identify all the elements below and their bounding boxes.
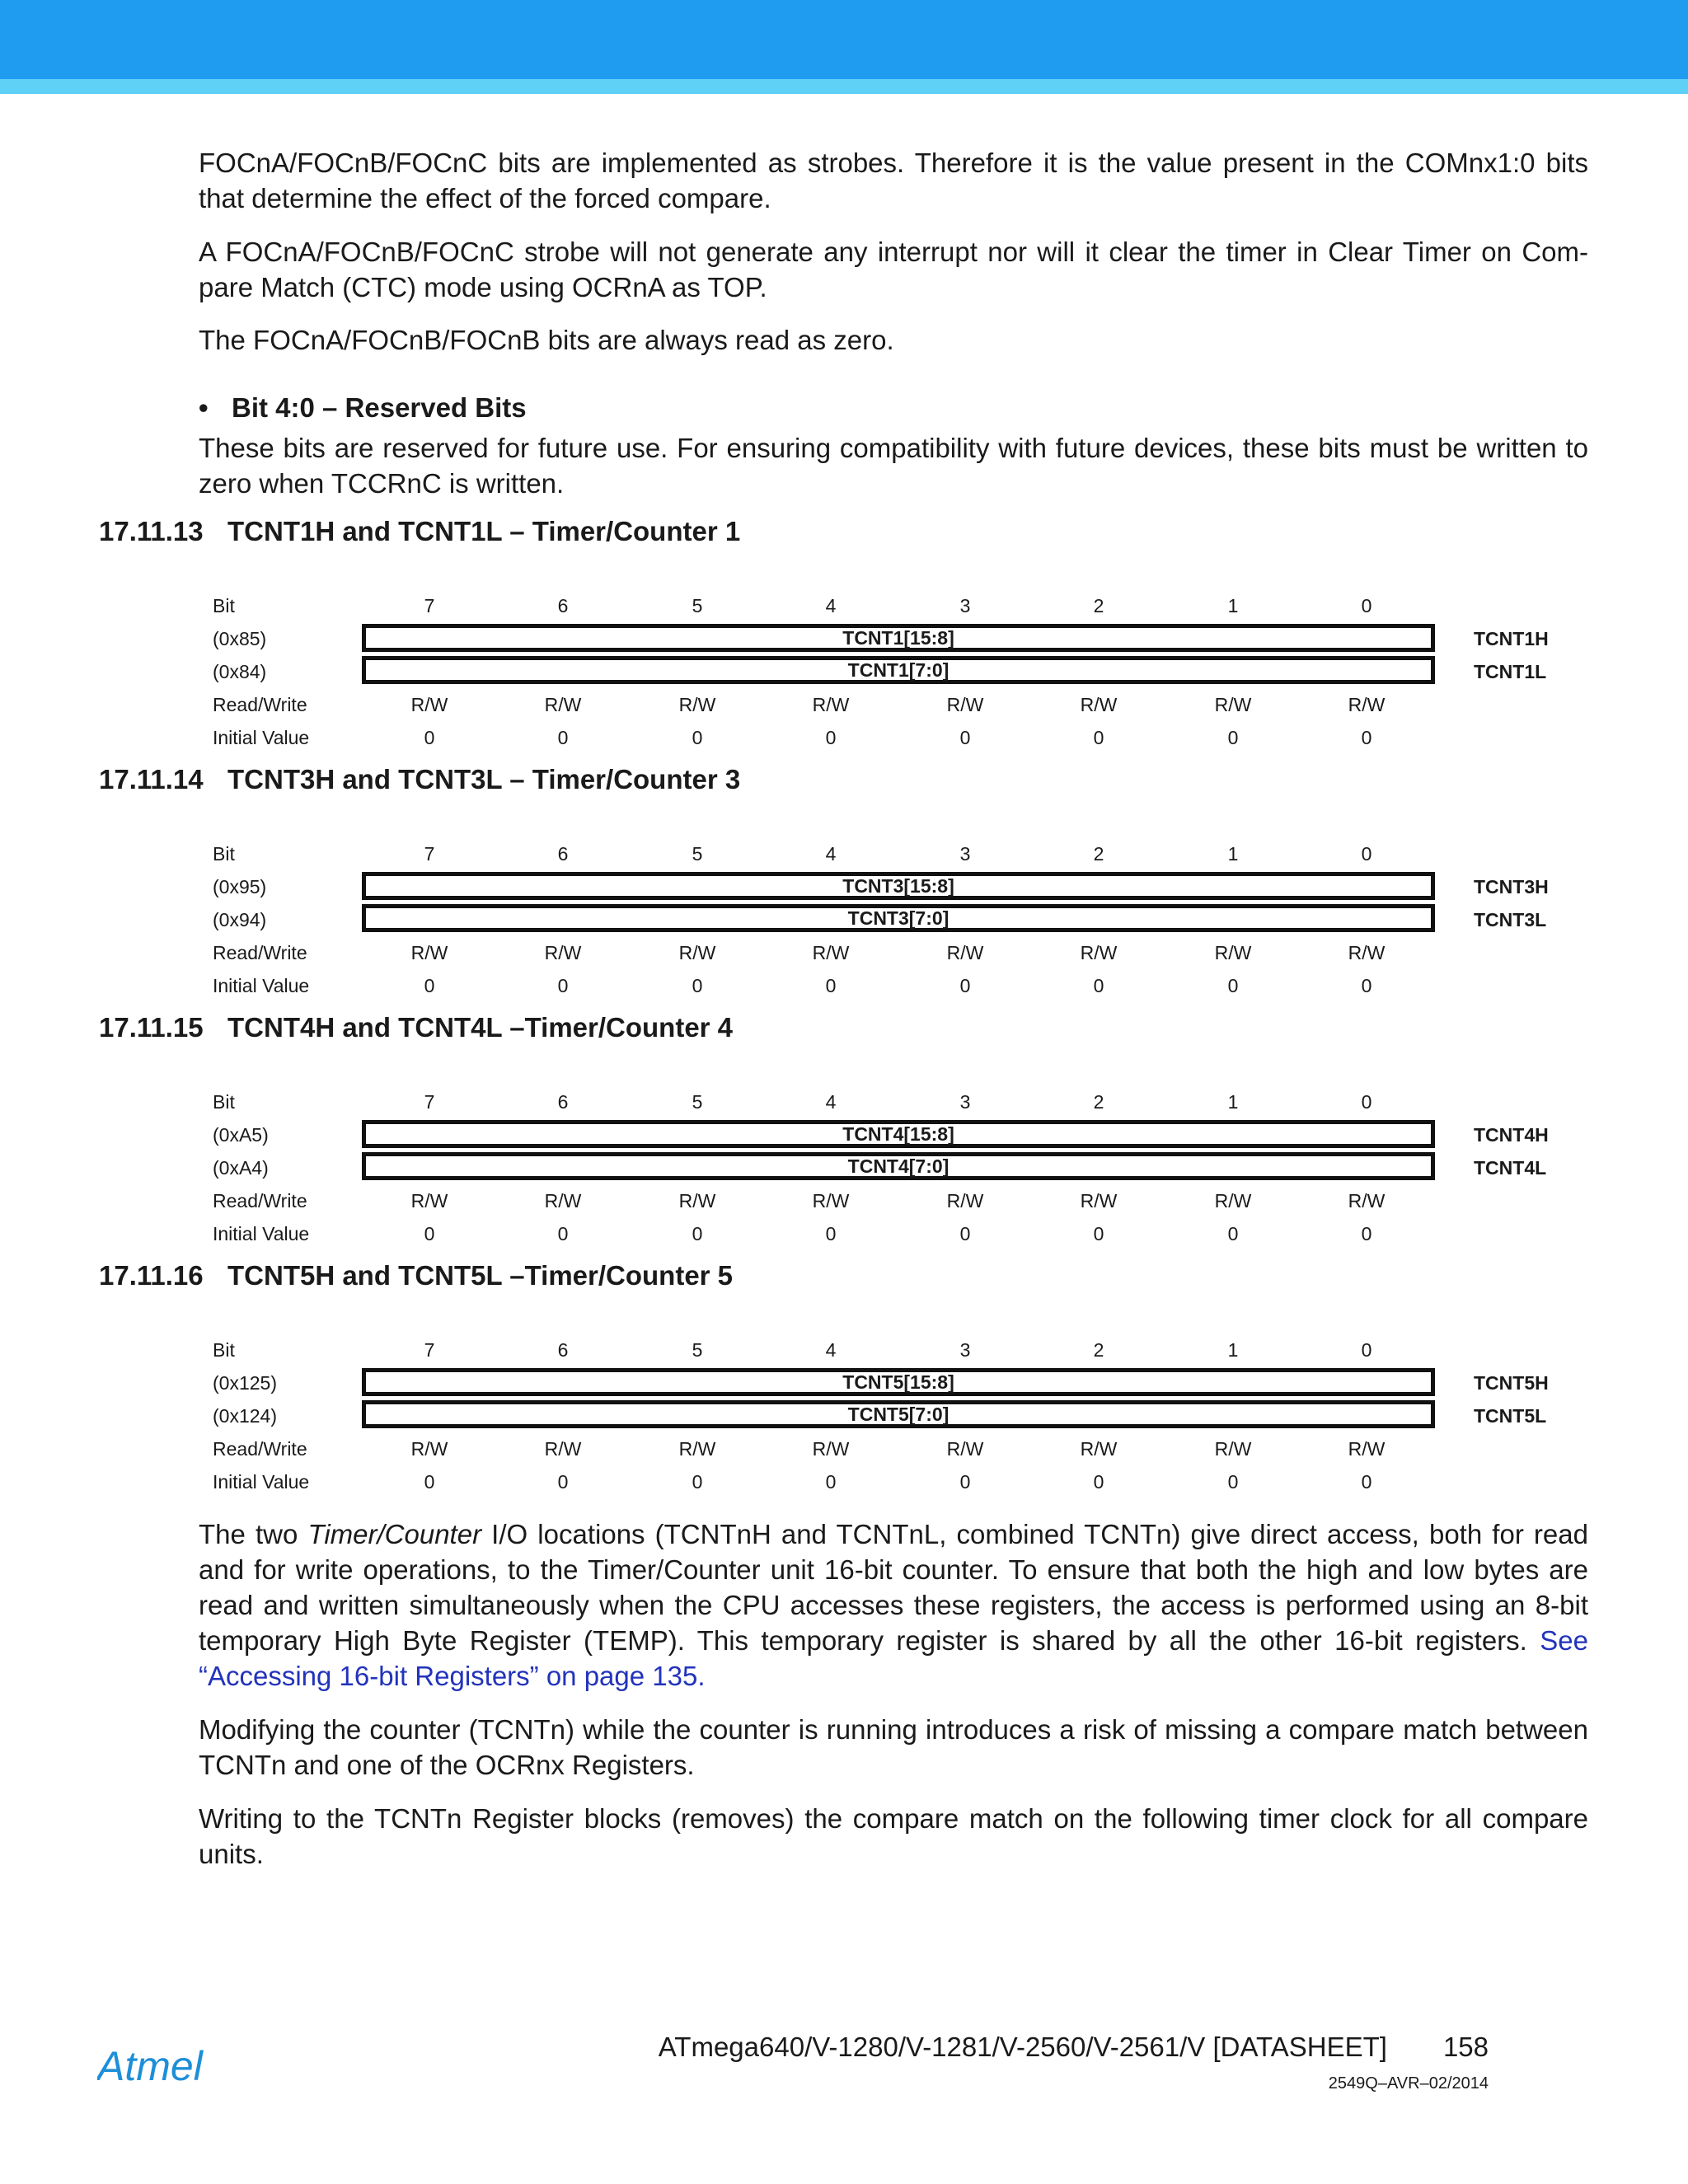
bit-number: 3 [959, 1339, 971, 1361]
bit-number: 6 [557, 843, 569, 865]
bit-number: 0 [1361, 1339, 1372, 1361]
access-cell: R/W [1214, 1438, 1252, 1460]
bit-row-label: Bit [213, 1339, 235, 1361]
section-heading [99, 764, 740, 795]
access-cell: R/W [946, 942, 984, 963]
paragraph-strobes: FOCnA/FOCnB/FOCnC bits are implemented as strobes. Therefore it is the value present in the COMnx1:0 bits that determine the effect of the forced compare. [199, 148, 1588, 213]
register-field-low: TCNT3[7:0] [362, 904, 1435, 932]
initial-value-cell: 0 [692, 1223, 703, 1244]
initial-value-cell: 0 [424, 1223, 435, 1244]
register-field-high: TCNT3[15:8] [362, 872, 1435, 900]
initial-value-cell: 0 [557, 1471, 569, 1493]
access-cell: R/W [678, 1190, 716, 1212]
address-high: (0xA5) [213, 1124, 269, 1146]
bit-number: 2 [1093, 843, 1104, 865]
atmel-logo [97, 2042, 242, 2088]
access-cell: R/W [812, 1190, 850, 1212]
initial-value-cell: 0 [825, 1471, 837, 1493]
address-low: (0xA4) [213, 1157, 269, 1179]
initial-value-cell: 0 [1093, 1223, 1104, 1244]
paragraph-tcnt-access [199, 1516, 1588, 1694]
section-title: TCNT4H and TCNT4L –Timer/Counter 4 [227, 1012, 734, 1043]
address-low: (0x94) [213, 909, 267, 930]
initial-value-cell: 0 [825, 975, 837, 996]
address-high: (0x95) [213, 876, 267, 898]
section-heading [99, 1260, 733, 1291]
initial-value-cell: 0 [692, 727, 703, 748]
register-name-low: TCNT1L [1474, 661, 1547, 682]
paragraph-writing-tcnt: Writing to the TCNTn Register blocks (removes) the compare match on the following timer clock for all compare units. [199, 1803, 1588, 1869]
access-cell: R/W [1080, 1438, 1118, 1460]
initial-value-cell: 0 [424, 1471, 435, 1493]
initial-value-cell: 0 [1093, 1471, 1104, 1493]
read-write-label: Read/Write [213, 1190, 307, 1212]
access-cell: R/W [678, 942, 716, 963]
bit-number: 7 [424, 1339, 435, 1361]
initial-value-label: Initial Value [213, 975, 310, 996]
initial-value-cell: 0 [825, 1223, 837, 1244]
paragraph-no-interrupt: A FOCnA/FOCnB/FOCnC strobe will not generate any interrupt nor will it clear the timer in Clear Timer on Com-pare Match (CTC) mode using OCRnA as TOP. [199, 237, 1588, 302]
bit-number: 4 [825, 843, 837, 865]
bit-number: 2 [1093, 1091, 1104, 1113]
bit-number: 3 [959, 1091, 971, 1113]
initial-value-cell: 0 [1227, 975, 1239, 996]
section-number: 17.11.14 [99, 764, 204, 794]
register-name-low: TCNT3L [1474, 909, 1547, 930]
access-cell: R/W [410, 1190, 448, 1212]
access-cell: R/W [1080, 1190, 1118, 1212]
access-cell: R/W [946, 1190, 984, 1212]
bit-number: 1 [1227, 1339, 1239, 1361]
initial-value-cell: 0 [825, 727, 837, 748]
initial-value-cell: 0 [1227, 727, 1239, 748]
initial-value-cell: 0 [959, 727, 971, 748]
access-cell: R/W [410, 942, 448, 963]
access-cell: R/W [544, 694, 582, 715]
register-diagram [0, 1338, 1688, 1511]
access-cell: R/W [946, 694, 984, 715]
initial-value-cell: 0 [1093, 975, 1104, 996]
access-cell: R/W [678, 1438, 716, 1460]
read-write-label: Read/Write [213, 694, 307, 715]
initial-value-label: Initial Value [213, 1223, 310, 1244]
bit-number: 4 [825, 1091, 837, 1113]
section-number: 17.11.16 [99, 1260, 204, 1291]
section-number: 17.11.15 [99, 1012, 204, 1043]
bit-number: 0 [1361, 1091, 1372, 1113]
bit-number: 1 [1227, 1091, 1239, 1113]
access-cell: R/W [1214, 1190, 1252, 1212]
text-middle: I/O locations (TCNTnH and TCNTnL, combined TCNTn) give direct access, both for read and for write operations, to the Timer/Counter unit 16-bit counter. To ensure that both the high and low bytes are read and written simultaneously when the CPU accesses these registers, the access is performed using an 8-bit temporary High Byte Register (TEMP). This temporary register is shared by all the other 16-bit registers. [199, 1519, 1588, 1656]
bit-number: 3 [959, 843, 971, 865]
access-cell: R/W [1214, 694, 1252, 715]
paragraph-reserved-bits: These bits are reserved for future use. For ensuring compatibility with future devices, these bits must be written to zero when TCCRnC is written. [199, 433, 1588, 499]
bit-row-label: Bit [213, 1091, 235, 1113]
access-cell: R/W [1214, 942, 1252, 963]
register-name-high: TCNT3H [1474, 876, 1549, 898]
read-write-label: Read/Write [213, 942, 307, 963]
bit-number: 2 [1093, 1339, 1104, 1361]
register-name-high: TCNT4H [1474, 1124, 1549, 1146]
footer-title [659, 2032, 1489, 2063]
bit-row-label: Bit [213, 595, 235, 616]
register-name-low: TCNT4L [1474, 1157, 1547, 1179]
section-title: TCNT3H and TCNT3L – Timer/Counter 3 [227, 764, 741, 794]
initial-value-cell: 0 [1227, 1471, 1239, 1493]
initial-value-cell: 0 [959, 1471, 971, 1493]
bullet-symbol: • [199, 392, 209, 423]
initial-value-cell: 0 [424, 727, 435, 748]
footer-doc-code: 2549Q–AVR–02/2014 [1328, 2074, 1489, 2093]
register-diagram [0, 1090, 1688, 1263]
access-cell: R/W [678, 694, 716, 715]
section-heading [99, 516, 740, 547]
initial-value-cell: 0 [557, 1223, 569, 1244]
access-cell: R/W [812, 694, 850, 715]
access-cell: R/W [1080, 694, 1118, 715]
bit-number: 1 [1227, 843, 1239, 865]
access-cell: R/W [544, 1438, 582, 1460]
initial-value-label: Initial Value [213, 727, 310, 748]
initial-value-label: Initial Value [213, 1471, 310, 1493]
page-number: 158 [1442, 2032, 1489, 2062]
access-cell: R/W [1080, 942, 1118, 963]
access-cell: R/W [410, 694, 448, 715]
atmel-logo-text: Atmel [97, 2043, 203, 2088]
text-emphasis: Timer/Counter [307, 1519, 482, 1549]
bit-number: 3 [959, 595, 971, 616]
section-heading [99, 1012, 733, 1043]
initial-value-cell: 0 [424, 975, 435, 996]
text-prefix: The two [199, 1519, 308, 1549]
initial-value-cell: 0 [1361, 1223, 1372, 1244]
access-cell: R/W [812, 1438, 850, 1460]
bit-number: 5 [692, 595, 703, 616]
paragraph-read-zero: The FOCnA/FOCnB/FOCnB bits are always read as zero. [199, 325, 894, 355]
footer-doc-title: ATmega640/V-1280/V-1281/V-2560/V-2561/V [DATASHEET] [658, 2032, 1387, 2062]
bit-number: 6 [557, 1091, 569, 1113]
access-cell: R/W [1348, 1190, 1386, 1212]
access-cell: R/W [544, 1190, 582, 1212]
initial-value-cell: 0 [692, 1471, 703, 1493]
access-cell: R/W [1348, 694, 1386, 715]
address-high: (0x85) [213, 628, 267, 649]
register-name-low: TCNT5L [1474, 1405, 1547, 1427]
register-diagram [0, 842, 1688, 1015]
register-field-low: TCNT5[7:0] [362, 1400, 1435, 1428]
bit-number: 4 [825, 595, 837, 616]
section-title: TCNT1H and TCNT1L – Timer/Counter 1 [227, 516, 741, 546]
bit-number: 6 [557, 1339, 569, 1361]
initial-value-cell: 0 [692, 975, 703, 996]
header-bar [0, 0, 1688, 79]
initial-value-cell: 0 [557, 727, 569, 748]
initial-value-cell: 0 [1227, 1223, 1239, 1244]
bullet-heading-text: Bit 4:0 – Reserved Bits [232, 392, 527, 423]
initial-value-cell: 0 [1361, 727, 1372, 748]
read-write-label: Read/Write [213, 1438, 307, 1460]
bit-number: 0 [1361, 595, 1372, 616]
section-title: TCNT5H and TCNT5L –Timer/Counter 5 [227, 1260, 734, 1291]
initial-value-cell: 0 [959, 975, 971, 996]
register-field-high: TCNT5[15:8] [362, 1368, 1435, 1396]
register-name-high: TCNT1H [1474, 628, 1549, 649]
bit-number: 5 [692, 1091, 703, 1113]
access-cell: R/W [812, 942, 850, 963]
bit-row-label: Bit [213, 843, 235, 865]
bit-number: 0 [1361, 843, 1372, 865]
register-field-high: TCNT1[15:8] [362, 624, 1435, 652]
address-low: (0x124) [213, 1405, 277, 1427]
register-diagram [0, 594, 1688, 767]
access-cell: R/W [544, 942, 582, 963]
header-stripe [0, 79, 1688, 94]
access-cell: R/W [946, 1438, 984, 1460]
initial-value-cell: 0 [1361, 975, 1372, 996]
register-field-high: TCNT4[15:8] [362, 1120, 1435, 1148]
bit-number: 4 [825, 1339, 837, 1361]
register-field-low: TCNT1[7:0] [362, 656, 1435, 684]
bit-number: 5 [692, 1339, 703, 1361]
access-cell: R/W [1348, 942, 1386, 963]
bit-number: 6 [557, 595, 569, 616]
bullet-heading [199, 392, 527, 424]
initial-value-cell: 0 [1093, 727, 1104, 748]
register-field-low: TCNT4[7:0] [362, 1152, 1435, 1180]
address-high: (0x125) [213, 1372, 277, 1394]
access-cell: R/W [410, 1438, 448, 1460]
address-low: (0x84) [213, 661, 267, 682]
section-number: 17.11.13 [99, 516, 204, 546]
access-cell: R/W [1348, 1438, 1386, 1460]
bit-number: 1 [1227, 595, 1239, 616]
initial-value-cell: 0 [1361, 1471, 1372, 1493]
bit-number: 7 [424, 595, 435, 616]
bit-number: 7 [424, 1091, 435, 1113]
bit-number: 2 [1093, 595, 1104, 616]
cross-reference-link[interactable]: See “Accessing 16-bit Registers” on page 135. [199, 1625, 1588, 1691]
bit-number: 7 [424, 843, 435, 865]
initial-value-cell: 0 [557, 975, 569, 996]
paragraph-modifying-counter: Modifying the counter (TCNTn) while the counter is running introduces a risk of missing a compare match between TCNTn and one of the OCRnx Registers. [199, 1714, 1588, 1780]
bit-number: 5 [692, 843, 703, 865]
register-name-high: TCNT5H [1474, 1372, 1549, 1394]
initial-value-cell: 0 [959, 1223, 971, 1244]
